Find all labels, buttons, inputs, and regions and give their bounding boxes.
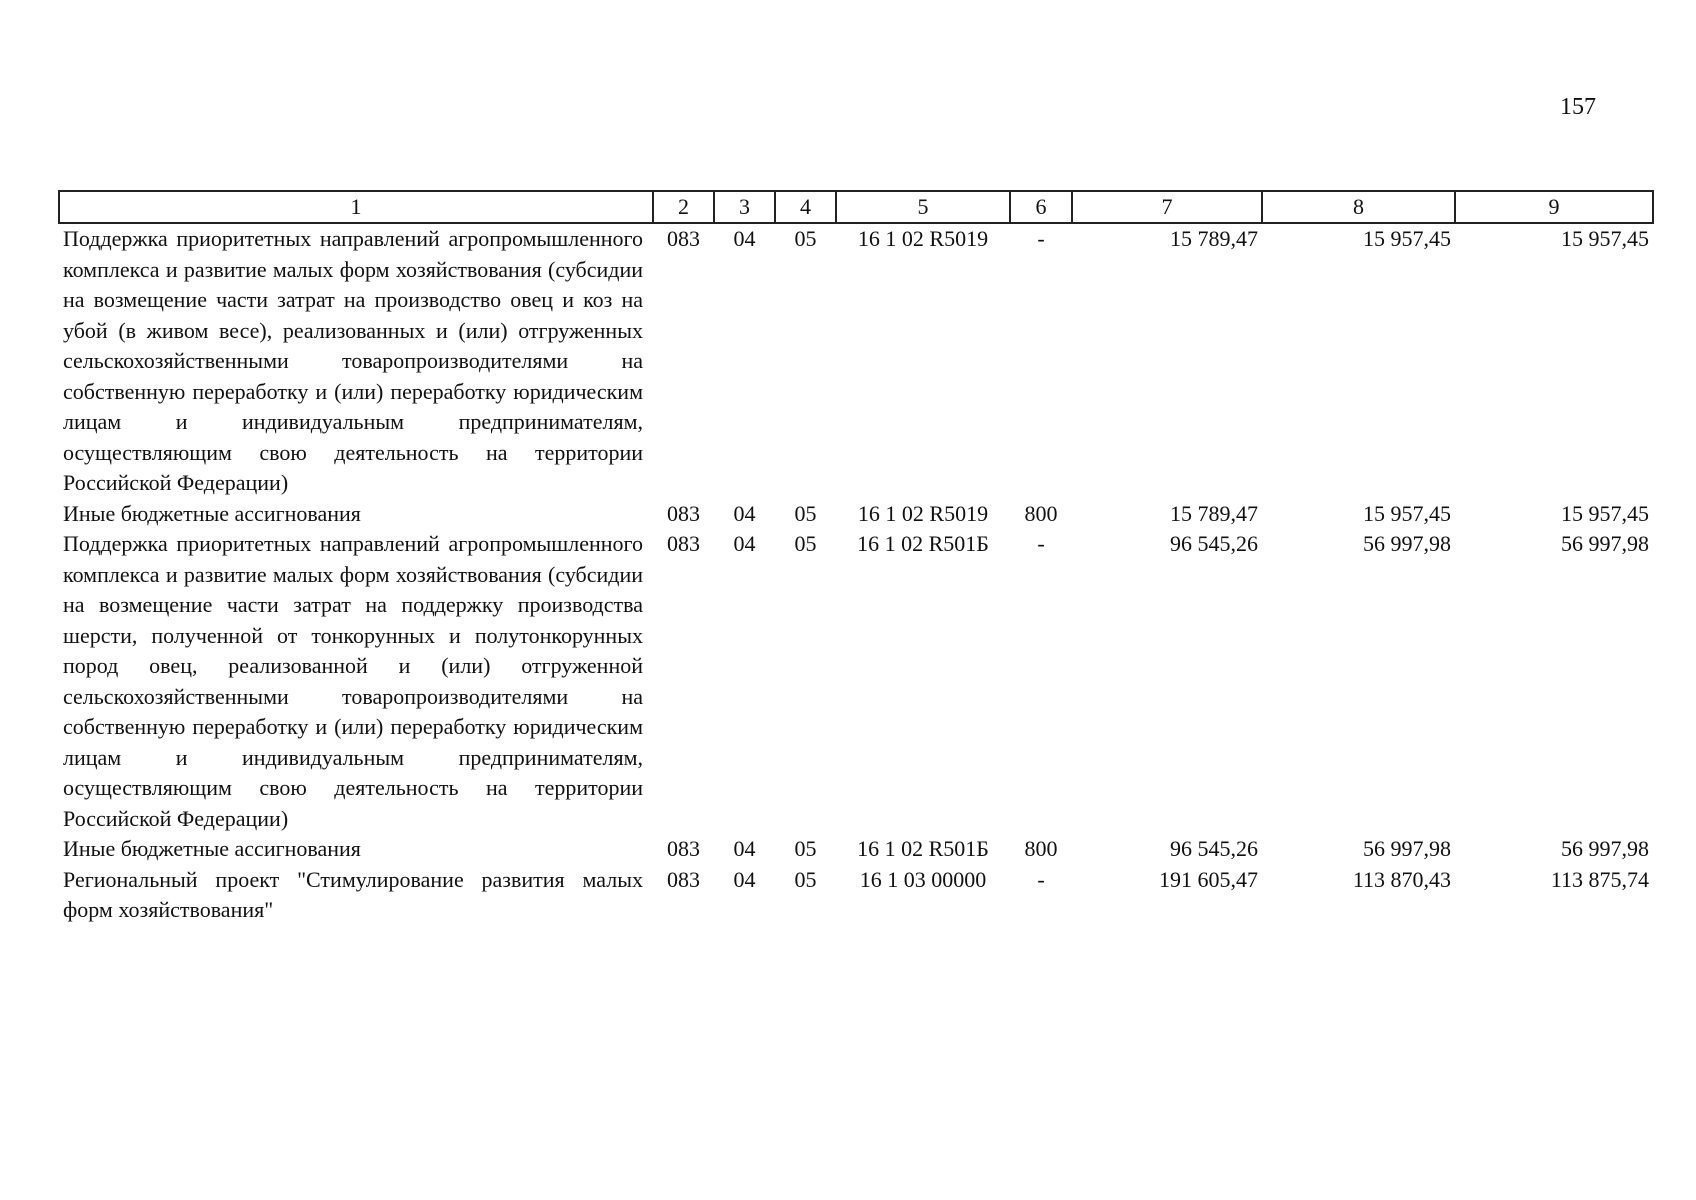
cell-target-article: 16 1 02 R501Б: [857, 836, 989, 861]
cell-section: 04: [733, 836, 756, 861]
cell-ministry-code: 083: [667, 500, 700, 526]
column-header-1: 1: [59, 191, 653, 223]
column-header-5: 5: [836, 191, 1010, 223]
cell-amount-9: 15 957,45: [1561, 226, 1649, 251]
cell-amount-8: 56 997,98: [1363, 836, 1451, 861]
cell-target-article: 16 1 03 00000: [859, 866, 987, 892]
table-row: [59, 223, 1653, 499]
cell-target-article: 16 1 02 R5019: [857, 500, 989, 526]
cell-amount-8: 56 997,98: [1363, 531, 1451, 556]
table-row: [59, 865, 1653, 926]
cell-amount-7: 191 605,47: [1159, 866, 1258, 892]
column-header-6: 6: [1010, 191, 1072, 223]
cell-amount-7: 15 789,47: [1170, 500, 1258, 526]
row-description: Иные бюджетные ассигнования: [63, 836, 361, 861]
table-body: [59, 223, 1653, 926]
row-description: Поддержка приоритетных направлений агропромышленного комплекса и развитие малых форм хозяйствования (субсидии на возмещение части затрат на производство овец и коз на убой (в живом весе), реализованных и (или) отгруженных сельскохозяйственными товаропроизводителями на собственную переработку и (или) переработку юридическим лицам и индивидуальным предпринимателям, осуществляющим свою деятельность на территории Российской Федерации): [63, 226, 643, 495]
column-header-3: 3: [714, 191, 775, 223]
header-row: [59, 191, 1653, 223]
row-description: Иные бюджетные ассигнования: [63, 500, 361, 526]
cell-amount-9: 56 997,98: [1561, 531, 1649, 556]
cell-amount-7: 15 789,47: [1170, 226, 1258, 251]
cell-amount-8: 15 957,45: [1363, 226, 1451, 251]
column-header-4: 4: [775, 191, 836, 223]
cell-target-article: 16 1 02 R5019: [857, 226, 989, 251]
row-description: Поддержка приоритетных направлений агропромышленного комплекса и развитие малых форм хозяйствования (субсидии на возмещение части затрат на поддержку производства шерсти, полученной от тонкорунных и полутонкорунных пород овец, реализованной и (или) отгруженной сельскохозяйственными товаропроизводителями на собственную переработку и (или) переработку юридическим лицам и индивидуальным предпринимателям, осуществляющим свою деятельность на территории Российской Федерации): [63, 531, 643, 831]
cell-amount-9: 15 957,45: [1561, 500, 1649, 526]
cell-amount-7: 96 545,26: [1170, 531, 1258, 556]
cell-section: 04: [733, 531, 756, 556]
cell-section: 04: [733, 500, 756, 526]
cell-subsection: 05: [794, 836, 817, 861]
table-row: [59, 499, 1653, 530]
cell-subsection: 05: [794, 866, 817, 892]
cell-ministry-code: 083: [667, 836, 700, 861]
budget-table: [58, 190, 1654, 926]
column-header-7: 7: [1072, 191, 1262, 223]
cell-amount-8: 15 957,45: [1363, 500, 1451, 526]
cell-subsection: 05: [794, 531, 817, 556]
table-header: [59, 191, 1653, 223]
cell-expense-type: 800: [1024, 836, 1058, 861]
table-row: [59, 834, 1653, 865]
cell-amount-9: 113 875,74: [1550, 866, 1649, 892]
cell-section: 04: [733, 866, 756, 892]
row-description: Региональный проект "Стимулирование развития малых форм хозяйствования": [63, 866, 643, 922]
cell-target-article: 16 1 02 R501Б: [857, 531, 989, 556]
cell-expense-type: -: [1037, 531, 1045, 556]
cell-amount-9: 56 997,98: [1561, 836, 1649, 861]
cell-subsection: 05: [794, 226, 817, 251]
cell-ministry-code: 083: [667, 866, 700, 892]
cell-ministry-code: 083: [667, 531, 700, 556]
cell-amount-7: 96 545,26: [1170, 836, 1258, 861]
column-header-2: 2: [653, 191, 714, 223]
cell-section: 04: [733, 226, 756, 251]
table-row: [59, 529, 1653, 834]
column-header-9: 9: [1455, 191, 1653, 223]
page-number: 157: [1560, 94, 1596, 120]
cell-subsection: 05: [794, 500, 817, 526]
cell-expense-type: -: [1037, 866, 1045, 892]
cell-amount-8: 113 870,43: [1352, 866, 1451, 892]
cell-ministry-code: 083: [667, 226, 700, 251]
cell-expense-type: -: [1037, 226, 1045, 251]
column-header-8: 8: [1262, 191, 1455, 223]
cell-expense-type: 800: [1024, 500, 1058, 526]
